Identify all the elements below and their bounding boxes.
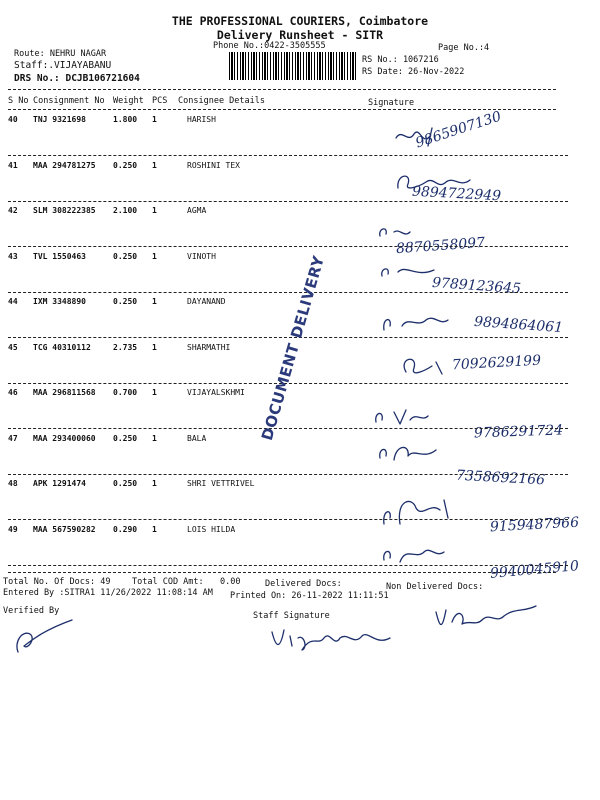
row-weight: 0.250 [113, 297, 138, 306]
row-phone-note: 7358692166 [455, 467, 546, 489]
page-number: Page No.:4 [438, 43, 490, 53]
row-separator [8, 565, 568, 566]
row-weight: 0.250 [113, 433, 138, 443]
row-consignment-no: IXM 3348890 [33, 297, 86, 306]
col-weight: Weight [113, 96, 144, 106]
row-separator [8, 428, 568, 429]
row-phone-note: 9894722949 [411, 183, 502, 205]
row-consignment-no: TCG 40310112 [33, 342, 91, 352]
row-pcs: 1 [152, 115, 157, 124]
row-separator [8, 292, 568, 293]
row-consignee: LOIS HILDA [187, 524, 236, 534]
col-pcs: PCS [152, 96, 168, 106]
row-phone-note: 8870558097 [395, 234, 486, 258]
row-signature [378, 540, 468, 574]
row-sno: 43 [8, 251, 18, 261]
staff-signature [268, 624, 398, 654]
staff-signature-label: Staff Signature [253, 611, 330, 621]
row-phone-note: 7092629199 [451, 352, 542, 374]
row-phone-note: 9159487966 [489, 514, 580, 536]
row-weight: 0.250 [113, 160, 138, 170]
total-cod-value: 0.00 [220, 577, 241, 587]
row-signature [370, 402, 460, 436]
row-phone-note: 9894864061 [473, 313, 564, 337]
row-phone-note: 9789123645 [431, 274, 522, 298]
row-signature [374, 440, 464, 474]
row-separator [8, 474, 568, 475]
row-pcs: 1 [152, 251, 157, 261]
row-consignment-no: SLM 308222385 [33, 206, 96, 215]
row-sno: 44 [8, 297, 18, 306]
row-consignment-no: APK 1291474 [33, 479, 86, 488]
row-consignee: ROSHINI TEX [187, 160, 240, 170]
delivered-docs: Delivered Docs: [265, 579, 342, 589]
row-weight: 0.250 [113, 479, 138, 488]
row-pcs: 1 [152, 297, 157, 306]
row-signature [392, 124, 482, 158]
col-signature: Signature [368, 98, 415, 108]
receiver-signature [432, 598, 542, 638]
company-name: THE PROFESSIONAL COURIERS, Coimbatore [171, 14, 429, 28]
row-consignment-no: TVL 1550463 [33, 251, 86, 261]
row-phone-note: 9940045910 [489, 558, 580, 582]
row-weight: 2.735 [113, 342, 138, 352]
row-consignee: SHARMATHI [187, 342, 231, 352]
row-pcs: 1 [152, 206, 157, 215]
row-sno: 46 [8, 388, 18, 397]
row-signature [378, 494, 468, 528]
row-consignee: BALA [187, 433, 207, 443]
row-consignee: AGMA [187, 206, 207, 215]
row-consignee: HARISH [187, 115, 216, 124]
non-delivered-docs: Non Delivered Docs: [386, 582, 484, 592]
footer-rule [8, 572, 556, 573]
header-rule-bottom [8, 109, 556, 110]
barcode [229, 52, 357, 80]
row-sno: 41 [8, 160, 18, 170]
row-consignment-no: MAA 293400060 [33, 433, 96, 443]
row-sno: 42 [8, 206, 18, 215]
row-separator [8, 246, 568, 247]
row-consignee: VINOTH [187, 251, 216, 261]
phone-number: Phone No.:0422-3505555 [213, 41, 326, 51]
printed-on: Printed On: 26-11-2022 11:11:51 [230, 591, 389, 601]
verifier-signature [10, 612, 80, 662]
drs-number: DRS No.: DCJB106721604 [14, 73, 140, 84]
row-consignment-no: TNJ 9321698 [33, 115, 86, 124]
row-signature [394, 170, 484, 204]
route: Route: NEHRU NAGAR [14, 49, 107, 59]
sheet-title: Delivery Runsheet - SITR [216, 28, 384, 42]
row-pcs: 1 [152, 479, 157, 488]
row-separator [8, 519, 568, 520]
staff-name: Staff:.VIJAYABANU [14, 60, 112, 71]
col-consignment: Consignment No [33, 96, 105, 106]
row-consignee: SHRI VETTRIVEL [187, 479, 255, 488]
total-docs: Total No. Of Docs: 49 [3, 577, 111, 587]
row-weight: 0.290 [113, 524, 138, 534]
row-weight: 2.100 [113, 206, 138, 215]
row-pcs: 1 [152, 433, 157, 443]
rs-number: RS No.: 1067216 [362, 55, 439, 65]
row-weight: 1.800 [113, 115, 138, 124]
row-sno: 45 [8, 342, 18, 352]
row-separator [8, 155, 568, 156]
row-consignment-no: MAA 294781275 [33, 160, 96, 170]
row-pcs: 1 [152, 388, 157, 397]
col-consignee: Consignee Details [178, 96, 265, 106]
row-pcs: 1 [152, 160, 157, 170]
row-sno: 48 [8, 479, 18, 488]
row-signature [374, 222, 464, 256]
row-consignment-no: MAA 567590282 [33, 524, 96, 534]
header-rule-top [8, 89, 556, 90]
row-signature [396, 352, 486, 386]
row-consignee: DAYANAND [187, 297, 226, 306]
row-sno: 49 [8, 524, 18, 534]
row-pcs: 1 [152, 524, 157, 534]
entered-by: Entered By :SITRA1 11/26/2022 11:08:14 AM [3, 588, 213, 598]
row-phone-note: 9786291724 [473, 422, 564, 442]
total-cod-label: Total COD Amt: [132, 577, 204, 587]
row-consignment-no: MAA 296811568 [33, 388, 96, 397]
rs-date: RS Date: 26-Nov-2022 [362, 67, 465, 77]
row-consignee: VIJAYALSKHMI [187, 388, 245, 397]
row-pcs: 1 [152, 342, 157, 352]
row-sno: 47 [8, 433, 18, 443]
document-delivery-stamp: DOCUMENT DELIVERY [257, 253, 329, 443]
row-separator [8, 201, 568, 202]
verified-by-label: Verified By [3, 606, 60, 616]
col-sno: S No [8, 96, 29, 106]
row-phone-note: 9865907130 [413, 108, 504, 152]
row-weight: 0.250 [113, 251, 138, 261]
row-sno: 40 [8, 115, 18, 124]
row-weight: 0.700 [113, 388, 138, 397]
